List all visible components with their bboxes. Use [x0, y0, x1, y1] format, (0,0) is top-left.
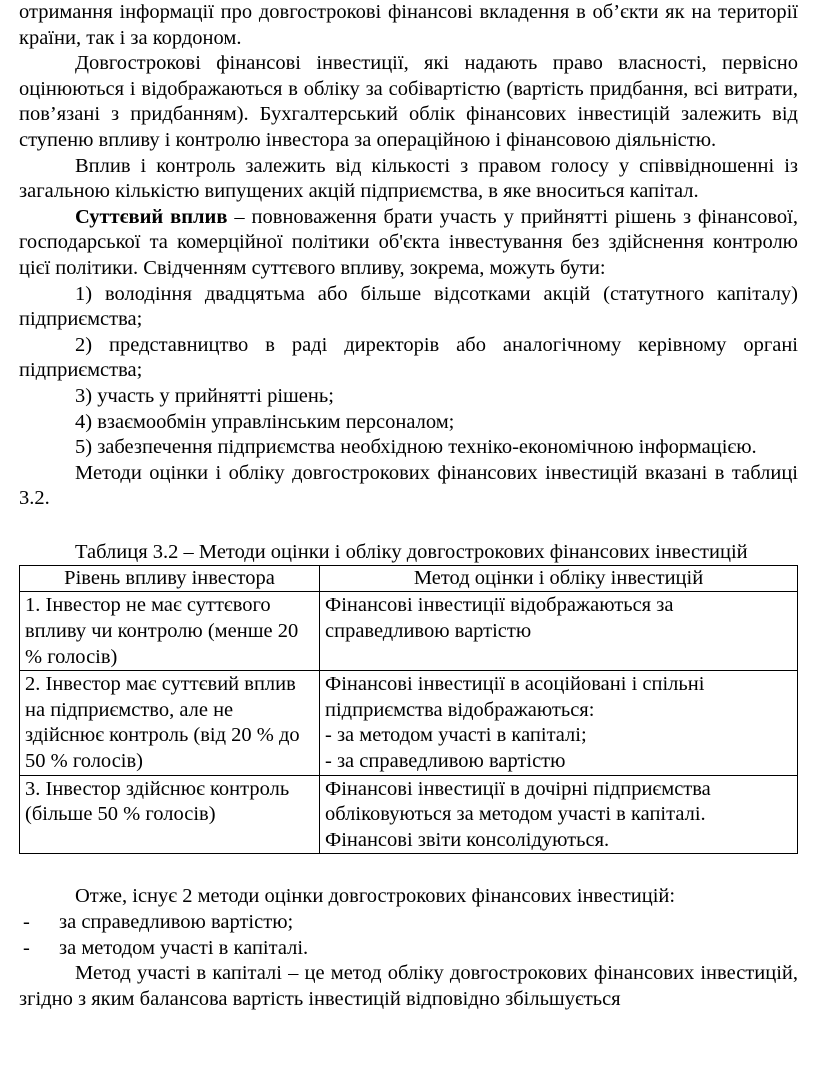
paragraph: Отже, існує 2 методи оцінки довгострокових фінансових інвестицій:: [75, 885, 676, 908]
table-cell-level: 3. Інвестор здійснює контроль (більше 50 % голосів): [20, 775, 320, 854]
bold-term: Суттєвий вплив: [75, 205, 228, 228]
cell-line: Фінансові інвестиції в асоційовані і спільні підприємства відображаються:: [325, 673, 705, 721]
table-header-cell: Рівень впливу інвестора: [20, 565, 320, 592]
list-item: 4) взаємообмін управлінським персоналом;: [75, 410, 455, 433]
paragraph-text: – повноваження брати участь у прийнятті рішень з фінансової, господарської та комерційної політики об'єкта інвестування без здійснення контролю цієї політики. Свідченням суттєвого впливу, зокрема, можуть бути:: [19, 205, 798, 279]
paragraph: Вплив і контроль залежить від кількості з правом голосу у співвідношенні із загальною кількістю випущених акцій підприємства, в яке вноситься капітал.: [19, 154, 798, 203]
table-cell-level: 1. Інвестор не має суттєвого впливу чи контролю (менше 20 % голосів): [20, 592, 320, 671]
dash-list-item: [19, 936, 798, 962]
table-cell-level: 2. Інвестор має суттєвий вплив на підприємство, але не здійснює контроль (від 20 % до 50 % голосів): [20, 671, 320, 775]
table-row: [20, 592, 798, 671]
cell-line: - за методом участі в капіталі;: [325, 724, 587, 747]
table-header-row: [20, 565, 798, 592]
paragraph: отримання інформації про довгострокові фінансові вкладення в об’єкти як на території країни, так і за кордоном.: [19, 1, 798, 49]
list-item: 2) представництво в раді директорів або аналогічному керівному органі підприємства;: [19, 333, 798, 382]
table-row: [20, 775, 798, 854]
paragraph: Методи оцінки і обліку довгострокових фінансових інвестицій вказані в таблиці 3.2.: [19, 461, 798, 510]
dash-text: за методом участі в капіталі.: [59, 936, 309, 959]
cell-line: Фінансові інвестиції відображаються за справедливою вартістю: [325, 594, 674, 643]
paragraph-significant-influence: [19, 205, 798, 282]
list-item: 1) володіння двадцятьма або більше відсотками акцій (статутного капіталу) підприємства;: [19, 282, 798, 331]
table-caption: Таблиця 3.2 – Методи оцінки і обліку довгострокових фінансових інвестицій: [75, 540, 748, 563]
cell-line: Фінансові звіти консолідуються.: [325, 828, 610, 851]
cell-line: Фінансові інвестиції в дочірні підприємства обліковуються за методом участі в капіталі.: [325, 777, 711, 826]
paragraph: Метод участі в капіталі – це метод обліку довгострокових фінансових інвестицій, згідно з яким балансова вартість інвестицій відповідно збільшується: [19, 962, 798, 1010]
dash-text: за справедливою вартістю;: [59, 911, 294, 933]
dash-mark: -: [23, 936, 30, 959]
methods-table: [19, 565, 798, 855]
table-cell-method: [320, 775, 798, 854]
paragraph: Довгострокові фінансові інвестиції, які надають право власності, первісно оцінюються і відображаються в обліку за собівартістю (вартість придбання, всі витрати, пов’язані з придбанням). Бухгалтерський облік фінансових інвестицій залежить від ступеню впливу і контролю інвестора за операційною і фінансовою діяльністю.: [19, 52, 798, 151]
table-header-cell: Метод оцінки і обліку інвестицій: [320, 565, 798, 592]
table-cell-method: [320, 671, 798, 775]
table-cell-method: [320, 592, 798, 671]
cell-line: - за справедливою вартістю: [325, 750, 566, 773]
dash-mark: -: [23, 911, 30, 933]
list-item: 3) участь у прийнятті рішень;: [75, 384, 334, 407]
dash-list-item: [19, 910, 798, 936]
table-row: [20, 671, 798, 775]
document-page: [19, 0, 798, 1012]
list-item: 5) забезпечення підприємства необхідною техніко-економічною інформацією.: [75, 436, 757, 459]
